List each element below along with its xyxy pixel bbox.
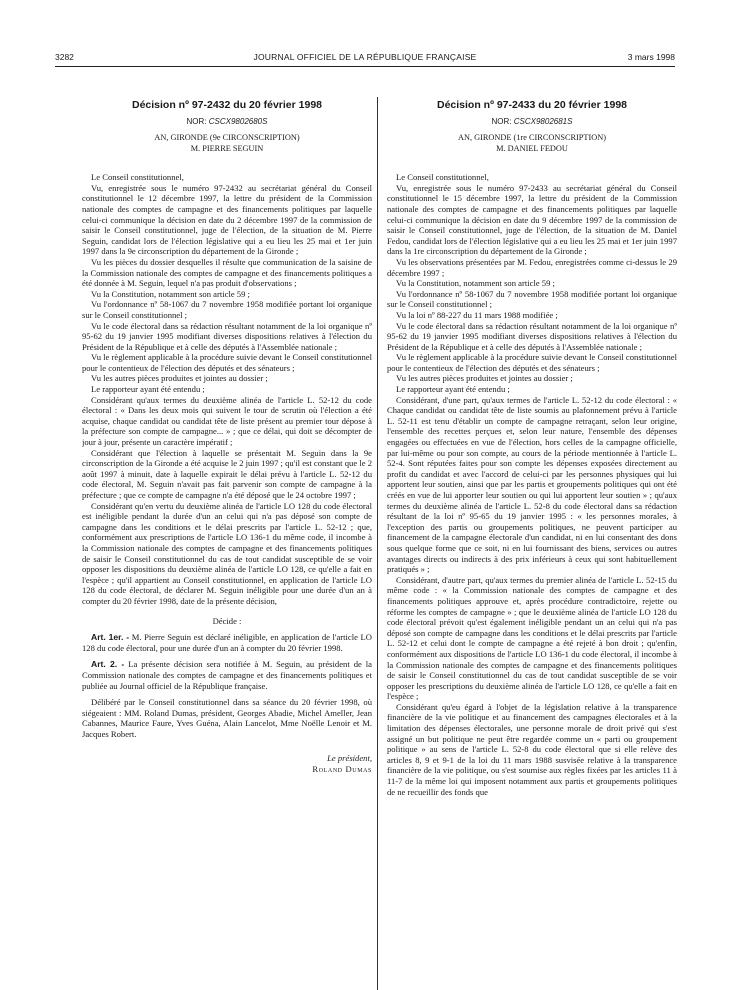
paragraph: Considérant, d'autre part, qu'aux termes du premier alinéa de l'article L. 52-15 du même code : « la Commission nationale des comptes de campagne et des financements politiques approuve et, après procédure contradictoire, rejette ou réforme les comptes de campagne » ; que le deuxième alinéa de l'article LO 128 du code électoral prévoit qu'est également inéligible pendant un an celui qui n'a pas déposé son compte de campagne dans les conditions et le délai prescrits par l'article L. 52-12 et celui dont le compte de campagne a été rejeté à bon droit ; qu'enfin, conformément aux dispositions de l'article LO 136-1 du code électoral, il incombe à la Commission nationale des comptes de campagne et des financements politiques de saisir le Conseil constitutionnel du cas de tout candidat susceptible de se voir opposer les prescriptions du deuxième alinéa de l'article LO 128, ce qu'elle a fait en l'espèce ; bbox=[387, 574, 677, 702]
decision-title: Décision nº 97-2433 du 20 février 1998 bbox=[436, 100, 628, 111]
article-2-text: La présente décision sera notifiée à M. Seguin, au président de la Commission nationale des comptes de campagne et des financements politiques et publiée au Journal officiel de la République française. bbox=[82, 659, 372, 691]
paragraph: Vu, enregistrée sous le numéro 97-2433 au secrétariat général du Conseil constitutionnel le 15 décembre 1997, la lettre du président de la Commission nationale des comptes de campagne et des financements politiques par laquelle celui-ci communique la décision en date du 9 décembre 1997 de la commission de saisir le Conseil constitutionnel, juge de l'élection, de la situation de M. Daniel Fedou, candidat lors de l'élection législative qui a eu lieu les 25 mai et 1er juin 1997 dans la 1re circonscription du département de la Gironde ; bbox=[387, 182, 677, 257]
signature-role: Le président, bbox=[327, 753, 372, 764]
nor-reference bbox=[387, 117, 677, 128]
decide-heading: Décide : bbox=[212, 615, 242, 626]
paragraph: Le rapporteur ayant été entendu ; bbox=[91, 384, 205, 395]
paragraph: Vu l'ordonnance nº 58-1067 du 7 novembre 1958 modifiée portant loi organique sur le Conseil constitutionnel ; bbox=[387, 288, 677, 310]
candidate-name: M. DANIEL FEDOU bbox=[496, 143, 568, 153]
article-1 bbox=[82, 632, 372, 653]
candidate-name: M. PIERRE SEGUIN bbox=[190, 143, 264, 153]
paragraph: Vu le code électoral dans sa rédaction résultant notamment de la loi organique nº 95-62 du 19 janvier 1995 modifiant diverses dispositions relatives à l'élection du Président de la République et à celle des députés à l'Assemblée nationale ; bbox=[387, 320, 677, 352]
nor-label: NOR: bbox=[186, 116, 207, 126]
nor-reference bbox=[82, 117, 372, 128]
page-header bbox=[55, 52, 675, 67]
paragraph: Vu la Constitution, notamment son article 59 ; bbox=[91, 288, 250, 299]
constituency: AN, GIRONDE (9e CIRCONSCRIPTION) bbox=[154, 133, 300, 143]
publication-date: 3 mars 1998 bbox=[627, 52, 675, 62]
paragraph: Le Conseil constitutionnel, bbox=[396, 172, 489, 183]
article-1-text: M. Pierre Seguin est déclaré inéligible, en application de l'article LO 128 du code électoral, pour une durée d'un an à compter du 20 février 1998. bbox=[82, 632, 372, 653]
paragraph: Considérant, d'une part, qu'aux termes de l'article L. 52-12 du code électoral : « Chaque candidat ou candidat tête de liste soumis au plafonnement prévu à l'article L. 52-11 est tenu d'établir un compte de campagne retraçant, selon leur origine, l'ensemble des recettes perçues et, selon leur nature, l'ensemble des dépenses engagées ou effectuées en vue de l'élection, hors celles de la campagne officielle, par lui-même ou pour son compte, au cours de la période mentionnée à l'article L. 52-4. Sont réputées faites pour son compte les dépenses exposées directement au profit du candidat et avec l'accord de celui-ci par les personnes physiques qui lui apportent leur soutien, ainsi que par les partis et groupements politiques qui ont été créés en vue de lui apporter leur soutien ou qui lui apportent leur soutien » ; qu'aux termes du deuxième alinéa de l'article L. 52-8 du code électoral dans sa rédaction résultant de la loi nº 95-65 du 19 janvier 1995 : « les personnes morales, à l'exception des partis ou groupements politiques, ne peuvent participer au financement de la campagne électorale d'un candidat, ni en lui consentant des dons sous quelque forme que ce soit, ni en lui fournissant des biens, services ou autres avantages directs ou indirects à des prix inférieurs à ceux qui sont habituellement pratiqués » ; bbox=[387, 394, 677, 575]
article-2-label: Art. 2. - bbox=[91, 659, 125, 670]
column-separator bbox=[377, 97, 378, 990]
decision-title: Décision nº 97-2432 du 20 février 1998 bbox=[131, 100, 323, 111]
decision-left-column bbox=[82, 100, 372, 990]
paragraph: Considérant qu'en vertu du deuxième alinéa de l'article LO 128 du code électoral est inéligible pendant la durée d'un an celui qui n'a pas déposé son compte de campagne dans les conditions et le délai prescrits par l'article L. 52-12 ; que, conformément aux prescriptions de l'article LO 136-1 du même code, il incombe à la Commission nationale des comptes de campagne et des financements politiques de saisir le Conseil constitutionnel du cas de tout candidat susceptible de se voir opposer les dispositions du deuxième alinéa de l'article LO 128, ce qu'elle a fait en l'espèce ; qu'il appartient au Conseil constitutionnel, en application de l'article LO 128 du code électoral, de déclarer M. Seguin inéligible pour une durée d'un an à compter du 20 février 1998, date de la présente décision, bbox=[82, 500, 372, 606]
paragraph: Vu le code électoral dans sa rédaction résultant notamment de la loi organique nº 95-62 du 19 janvier 1995 modifiant diverses dispositions relatives à l'élection du Président de la République et à celle des députés à l'Assemblée nationale ; bbox=[82, 320, 372, 352]
nor-code: CSCX9802681S bbox=[513, 116, 573, 126]
paragraph: Le rapporteur ayant été entendu ; bbox=[396, 384, 510, 395]
decision-body bbox=[82, 172, 372, 606]
article-2 bbox=[82, 659, 372, 691]
journal-title: JOURNAL OFFICIEL DE LA RÉPUBLIQUE FRANÇAISE bbox=[253, 52, 477, 62]
decision-right-column bbox=[387, 100, 677, 990]
paragraph: Vu les pièces du dossier desquelles il résulte que communication de la saisine de la Commission nationale des comptes de campagne et des financements politiques a été donnée à M. Seguin, lequel n'a pas produit d'observations ; bbox=[82, 256, 372, 289]
deliberation: Délibéré par le Conseil constitutionnel dans sa séance du 20 février 1998, où siégeaient : MM. Roland Dumas, président, Georges Abadie, Michel Ameller, Jean Cabannes, Maurice Faure, Yves Guéna, Alain Lancelot, Mme Noëlle Lenoir et M. Jacques Robert. bbox=[82, 697, 372, 739]
paragraph: Vu les autres pièces produites et jointes au dossier ; bbox=[91, 373, 268, 384]
paragraph: Vu les autres pièces produites et jointes au dossier ; bbox=[396, 373, 573, 384]
constituency: AN, GIRONDE (1re CIRCONSCRIPTION) bbox=[458, 133, 606, 143]
paragraph: Vu la Constitution, notamment son article 59 ; bbox=[396, 278, 555, 289]
decision-body bbox=[387, 172, 677, 797]
paragraph: Considérant qu'aux termes du deuxième alinéa de l'article L. 52-12 du code électoral : « Dans les deux mois qui suivent le tour de scrutin où l'élection a été acquise, chaque candidat ou candidat tête de liste présent au premier tour dépose à la préfecture son compte de campagne... » ; que ce délai, qui doit se décompter de jour à jour, présente un caractère impératif ; bbox=[82, 394, 372, 448]
paragraph: Vu le règlement applicable à la procédure suivie devant le Conseil constitutionnel pour le contentieux de l'élection des députés et des sénateurs ; bbox=[387, 352, 677, 373]
nor-code: CSCX9802680S bbox=[208, 116, 268, 126]
page-number: 3282 bbox=[55, 52, 74, 62]
paragraph: Vu les observations présentées par M. Fedou, enregistrées comme ci-dessus le 29 décembre 1997 ; bbox=[387, 256, 677, 278]
article-1-label: Art. 1er. - bbox=[91, 632, 130, 643]
paragraph: Vu, enregistrée sous le numéro 97-2432 au secrétariat général du Conseil constitutionnel le 12 décembre 1997, la lettre du président de la Commission nationale des comptes de campagne et des financements politiques par laquelle celui-ci communique la décision en date du 2 décembre 1997 de la commission de saisir le Conseil constitutionnel, juge de l'élection, de la situation de M. Pierre Seguin, candidat lors de l'élection législative qui a eu lieu les 25 mai et 1er juin 1997 dans la 9e circonscription du département de la Gironde ; bbox=[82, 182, 372, 257]
paragraph: Vu le règlement applicable à la procédure suivie devant le Conseil constitutionnel pour le contentieux de l'élection des députés et des sénateurs ; bbox=[82, 352, 372, 373]
paragraph: Considérant que l'élection à laquelle se présentait M. Seguin dans la 9e circonscription de la Gironde a été acquise le 2 juin 1997 ; qu'il est constant que le 2 août 1997 à minuit, date à laquelle expirait le délai prévu à l'article L. 52-12 du code électoral, M. Seguin n'avait pas fait parvenir son compte de campagne à la préfecture ; que ce compte de campagne n'a été déposé que le 24 octobre 1997 ; bbox=[82, 447, 372, 500]
nor-label: NOR: bbox=[491, 116, 512, 126]
paragraph: Vu l'ordonnance nº 58-1067 du 7 novembre 1958 modifiée portant loi organique sur le Conseil constitutionnel ; bbox=[82, 299, 372, 320]
paragraph: Vu la loi nº 88-227 du 11 mars 1988 modifiée ; bbox=[396, 309, 558, 320]
paragraph: Le Conseil constitutionnel, bbox=[91, 172, 184, 183]
signature-name: Roland Dumas bbox=[312, 764, 372, 775]
paragraph: Considérant qu'eu égard à l'objet de la législation relative à la transparence financière de la vie politique et au financement des campagnes électorales et à la limitation des dépenses électorales, une personne morale de droit privé qui s'est assigné un but politique ne peut être regardée comme un « parti ou groupement politique » au sens de l'article L. 52-8 du code électoral que si elle relève des articles 8, 9 et 9-1 de la loi du 11 mars 1988 susvisée relative à la transparence financière de la vie politique, ou s'est soumise aux règles fixées par les articles 11 à 11-7 de la même loi qui imposent notamment aux partis et groupements politiques de ne recueillir des fonds que bbox=[387, 701, 677, 797]
